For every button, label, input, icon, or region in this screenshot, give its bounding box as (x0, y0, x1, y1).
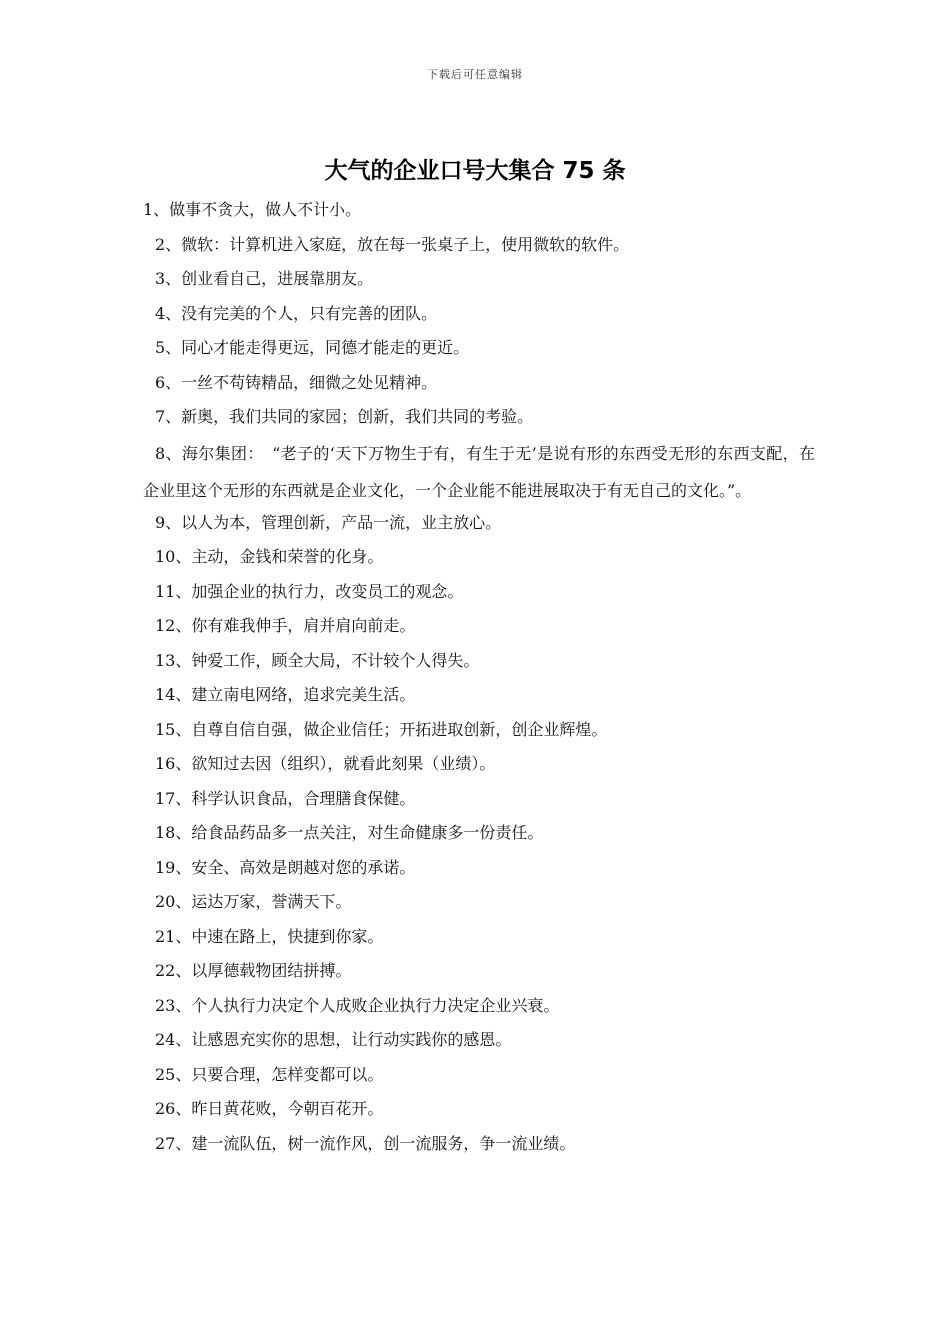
slogan-item-25: 25、只要合理，怎样变都可以。 (155, 1064, 384, 1084)
slogan-item-6: 6、一丝不苟铸精品，细微之处见精神。 (155, 372, 438, 392)
slogan-item-13: 13、钟爱工作，顾全大局，不计较个人得失。 (155, 650, 480, 670)
slogan-item-21: 21、中速在路上，快捷到你家。 (155, 926, 384, 946)
slogan-item-27: 27、建一流队伍，树一流作风，创一流服务，争一流业绩。 (155, 1133, 576, 1153)
slogan-item-26: 26、昨日黄花败，今朝百花开。 (155, 1099, 384, 1118)
slogan-item-9: 9、以人为本，管理创新，产品一流，业主放心。 (155, 512, 502, 532)
document-title: 大气的企业口号大集合 75 条 (324, 158, 626, 184)
slogan-item-3: 3、创业看自己，进展靠朋友。 (155, 269, 374, 288)
slogan-item-7: 7、新奥，我们共同的家园；创新，我们共同的考验。 (155, 407, 534, 426)
slogan-item-1: 1、做事不贪大，做人不计小。 (143, 200, 362, 219)
slogan-item-18: 18、给食品药品多一点关注，对生命健康多一份责任。 (155, 823, 544, 842)
slogan-item-5: 5、同心才能走得更远，同德才能走的更近。 (155, 338, 470, 357)
slogan-item-4: 4、没有完美的个人，只有完善的团队。 (155, 303, 438, 323)
slogan-item-19: 19、安全、高效是朗越对您的承诺。 (155, 857, 416, 877)
header-note: 下载后可任意编辑 (427, 68, 523, 81)
slogan-item-22: 22、以厚德载物团结拼搏。 (155, 961, 352, 980)
slogan-item-24: 24、让感恩充实你的思想，让行动实践你的感恩。 (155, 1030, 512, 1049)
slogan-item-10: 10、主动，金钱和荣誉的化身。 (155, 547, 384, 566)
slogan-item-11: 11、加强企业的执行力，改变员工的观念。 (155, 581, 464, 601)
slogan-item-12: 12、你有难我伸手，肩并肩向前走。 (155, 616, 416, 635)
slogan-item-14: 14、建立南电网络，追求完美生活。 (155, 685, 416, 704)
slogan-item-16: 16、欲知过去因（组织），就看此刻果（业绩）。 (155, 754, 496, 773)
slogan-item-8: 8、海尔集团： “老子的‘天下万物生于有，有生于无’是说有形的东西受无形的东西支配，在企业里这个无形的东西就是企业文化，一个企业能不能进展取决于有无自己的文化。”。 (143, 443, 815, 500)
slogan-item-2: 2、微软：计算机进入家庭，放在每一张桌子上，使用微软的软件。 (155, 234, 630, 254)
slogan-list (143, 193, 815, 1161)
slogan-item-23: 23、个人执行力决定个人成败企业执行力决定企业兴衰。 (155, 995, 560, 1015)
slogan-item-15: 15、自尊自信自强，做企业信任；开拓进取创新，创企业辉煌。 (155, 719, 608, 739)
slogan-item-20: 20、运达万家，誉满天下。 (155, 892, 352, 911)
slogan-item-17: 17、科学认识食品，合理膳食保健。 (155, 788, 416, 808)
